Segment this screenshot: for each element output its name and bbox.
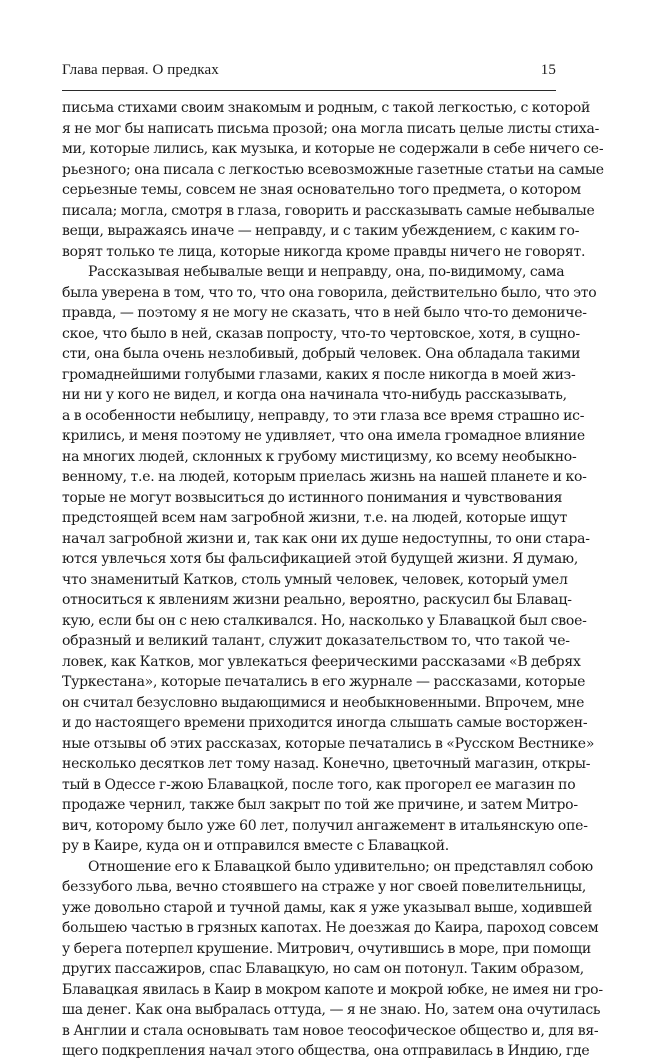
text-line: Отношение его к Блавацкой было удивительно; он представлял собою bbox=[88, 858, 593, 875]
text-line: громаднейшими голубыми глазами, каких я после никогда в моей жиз- bbox=[62, 366, 576, 383]
header-rule bbox=[62, 90, 556, 91]
text-line: у берега потерпел крушение. Митрович, очутившись в море, при помощи bbox=[62, 940, 591, 957]
text-line: и до настоящего времени приходится иногда слышать самые восторжен- bbox=[62, 715, 588, 731]
text-line: беззубого льва, вечно стоявшего на страже у ног своей повелительницы, bbox=[62, 879, 587, 895]
running-head bbox=[62, 62, 556, 84]
text-line: щего подкрепления начал этого общества, она отправилась в Индию, где bbox=[62, 1043, 590, 1059]
text-line: серьезные темы, совсем не зная основательно того предмета, о котором bbox=[62, 182, 581, 198]
text-line: я не мог бы написать письма прозой; она могла писать целые листы стиха- bbox=[62, 120, 600, 137]
text-line: а в особенности небылицу, неправду, то эти глаза все время страшно ис- bbox=[62, 407, 585, 424]
text-line: крились, и меня поэтому не удивляет, что она имела громадное влияние bbox=[62, 428, 585, 444]
text-line: образный и великий талант, служит доказательством то, что такой че- bbox=[62, 633, 570, 649]
text-line: рьезного; она писала с легкостью всевозможные газетные статьи на самые bbox=[62, 161, 604, 178]
text-line: большею частью в грязных капотах. Не доезжая до Каира, пароход совсем bbox=[62, 920, 599, 936]
text-line: он считал безусловно выдающимися и необыкновенными. Впрочем, мне bbox=[62, 694, 585, 711]
text-line: Блавацкая явилась в Каир в мокром капоте и мокрой юбке, не имея ни гро- bbox=[62, 981, 603, 998]
text-line: правда, — поэтому я не могу не сказать, что в ней было что-то демониче- bbox=[62, 305, 587, 321]
text-line: ловек, как Катков, мог увлекаться феерическими рассказами «В дебрях bbox=[62, 653, 581, 670]
book-page bbox=[62, 0, 604, 1059]
text-line: сти, она была очень незлобивый, добрый человек. Она обладала такими bbox=[62, 346, 581, 362]
text-line: ское, что было в ней, сказав попросту, что-то чертовское, хотя, в сущно- bbox=[62, 325, 580, 342]
text-line: продаже чернил, также был закрыт по той же причине, и затем Митро- bbox=[62, 797, 578, 813]
text-line: ные отзывы об этих рассказах, которые печатались в «Русском Вестнике» bbox=[62, 735, 595, 752]
text-line: относиться к явлениям жизни реально, вероятно, раскусил бы Блавац- bbox=[62, 592, 572, 608]
text-line: писала; могла, смотря в глаза, говорить и рассказывать самые небывалые bbox=[62, 202, 595, 219]
text-line: что знаменитый Катков, столь умный человек, человек, который умел bbox=[62, 571, 568, 588]
paragraph bbox=[62, 98, 604, 262]
text-line: ми, которые лились, как музыка, и которые не содержали в себе ничего се- bbox=[62, 141, 604, 157]
text-line: кую, если бы он с нею сталкивался. Но, насколько у Блавацкой был свое- bbox=[62, 612, 587, 629]
text-line: венному, т.е. на людей, которым приелась жизнь на нашей планете и ко- bbox=[62, 469, 587, 485]
text-line: Туркестана», которые печатались в его журнале — рассказами, которые bbox=[62, 674, 586, 690]
text-line: в Англии и стала основывать там новое теософическое общество и, для вя- bbox=[62, 1022, 599, 1039]
text-line: несколько десятков лет тому назад. Конечно, цветочный магазин, откры- bbox=[62, 756, 591, 772]
text-line: вещи, выражаясь иначе — неправду, и с таким убеждением, с каким го- bbox=[62, 223, 580, 239]
text-line: предстоящей всем нам загробной жизни, т.е. на людей, которые ищут bbox=[62, 510, 568, 526]
text-line: была уверена в том, что то, что она говорила, действительно было, что это bbox=[62, 284, 597, 301]
text-line: письма стихами своим знакомым и родным, с такой легкостью, с которой bbox=[62, 100, 591, 116]
chapter-title: Глава первая. О предках bbox=[62, 62, 219, 78]
text-line: ру в Каире, куда он и отправился вместе с Блавацкой. bbox=[62, 838, 449, 854]
body-text bbox=[62, 98, 604, 1062]
text-line: торые не могут возвыситься до истинного понимания и чувствования bbox=[62, 489, 563, 506]
text-line: ворят только те лица, которые никогда кроме правды ничего не говорят. bbox=[62, 243, 586, 260]
text-line: ша денег. Как она выбралась оттуда, — я не знаю. Но, затем она очутилась bbox=[62, 1002, 601, 1018]
paragraph bbox=[62, 262, 597, 857]
text-line: ются увлечься хотя бы фальсификацией этой будущей жизни. Я думаю, bbox=[62, 551, 579, 567]
text-line: уже довольно старой и тучной дамы, как я уже указывал выше, ходившей bbox=[62, 899, 593, 916]
text-line: других пассажиров, спас Блавацкую, но сам он потонул. Таким образом, bbox=[62, 961, 584, 977]
text-line: ни ни у кого не видел, и когда она начинала что-нибудь рассказывать, bbox=[62, 387, 567, 403]
text-line: тый в Одессе г-жою Блавацкой, после того, как прогорел ее магазин по bbox=[62, 776, 576, 793]
text-line: вич, которому было уже 60 лет, получил ангажемент в итальянскую опе- bbox=[62, 817, 588, 834]
text-line: начал загробной жизни и, так как они их душе недоступны, то они стара- bbox=[62, 530, 590, 547]
text-line: на многих людей, склонных к грубому мистицизму, ко всему необыкно- bbox=[62, 448, 577, 465]
paragraph bbox=[62, 857, 603, 1062]
text-line: Рассказывая небывалые вещи и неправду, она, по-видимому, сама bbox=[88, 264, 565, 280]
page-number: 15 bbox=[540, 62, 556, 78]
